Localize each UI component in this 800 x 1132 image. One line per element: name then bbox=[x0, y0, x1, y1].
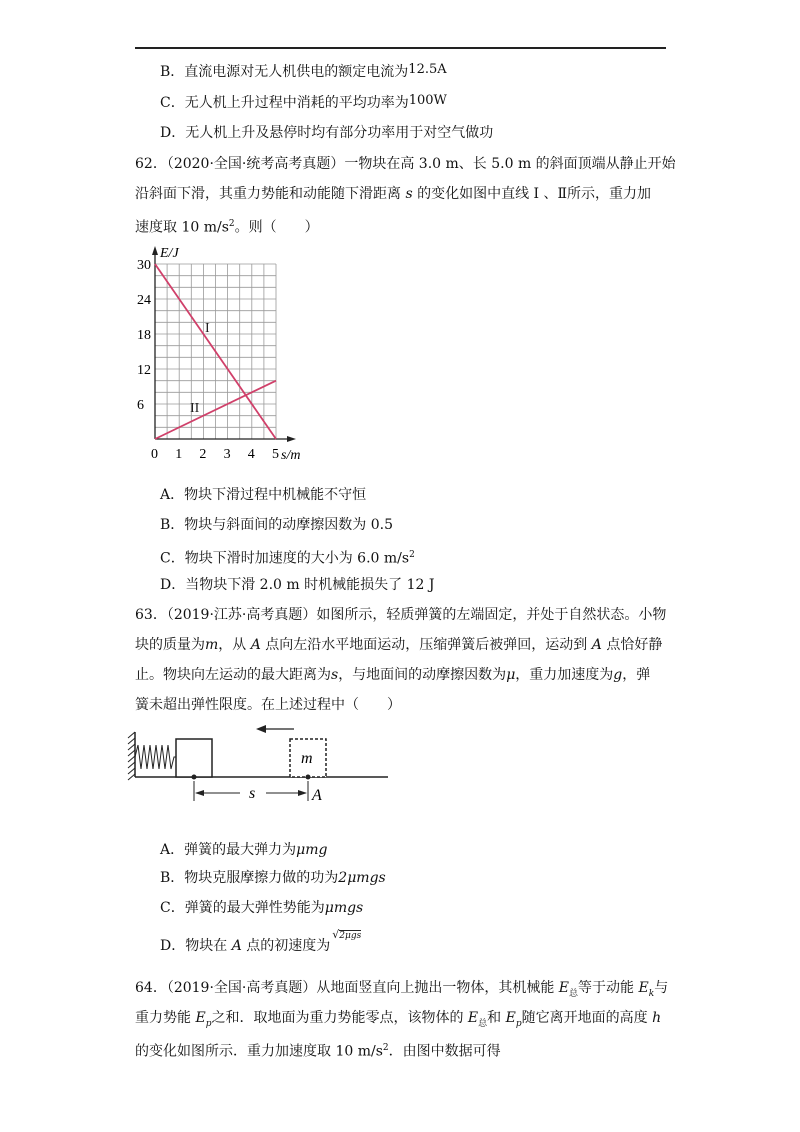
spring-block-diagram bbox=[0, 720, 800, 810]
x-tick-label: 3 bbox=[223, 447, 231, 462]
q63-option-c[interactable]: C．弹簧的最大弹性势能为μmgs bbox=[160, 900, 364, 916]
q61-option-b[interactable]: B．直流电源对无人机供电的额定电流为12.5A bbox=[160, 62, 447, 80]
q61-option-c[interactable]: C．无人机上升过程中消耗的平均功率为100W bbox=[160, 93, 447, 111]
y-axis-label: E/J bbox=[160, 246, 179, 261]
q62-stem-line1: 62．（2020·全国·统考高考真题）一物块在高 3.0 m、长 5.0 m 的斜面顶端从静止开始 bbox=[135, 156, 676, 172]
block-mass-label: m bbox=[301, 750, 313, 767]
distance-label: s bbox=[249, 785, 256, 802]
series-I-label: I bbox=[205, 321, 210, 336]
q62-stem-line3: 速度取 10 $m/s^2$。则（ ） bbox=[135, 219, 319, 236]
q64-stem-line1: 64．（2019·全国·高考真题）从地面竖直向上抛出一物体，其机械能 $E_总$等于动能 $E_k$与 bbox=[135, 980, 669, 999]
q62-stem-line2: 沿斜面下滑，其重力势能和动能随下滑距离 s 的变化如图中直线 Ⅰ 、Ⅱ所示，重力加 bbox=[135, 186, 652, 202]
q63-stem-line1: 63．（2019·江苏·高考真题）如图所示，轻质弹簧的左端固定，并处于自然状态。小物 bbox=[135, 607, 667, 623]
x-tick-label: 5 bbox=[272, 447, 279, 462]
x-tick-label: 2 bbox=[199, 447, 207, 462]
wall-hatching bbox=[128, 732, 135, 780]
q62-option-a[interactable]: A．物块下滑过程中机械能不守恒 bbox=[160, 487, 367, 503]
q63-stem-line3: 止。物块向左运动的最大距离为s，与地面间的动摩擦因数为μ，重力加速度为g，弹 bbox=[135, 667, 651, 683]
y-tick-label: 6 bbox=[137, 398, 144, 413]
x-tick-label: 4 bbox=[247, 447, 255, 462]
q63-option-a[interactable]: A．弹簧的最大弹力为μmg bbox=[160, 842, 328, 858]
q63-stem-line4: 簧未超出弹性限度。在上述过程中（ ） bbox=[135, 697, 401, 713]
velocity-arrowhead bbox=[256, 725, 266, 733]
x-axis-label: s/m bbox=[281, 448, 301, 463]
q64-stem-line2: 重力势能 $E_p$之和．取地面为重力势能零点，该物体的 $E_总$和 $E_p$随它离开地面的高度 h bbox=[135, 1010, 662, 1029]
q61-option-b-value: 12.5A bbox=[408, 62, 447, 77]
x-axis-arrow bbox=[287, 436, 296, 442]
q62-option-d[interactable]: D．当物块下滑 2.0 m 时机械能损失了 12 J bbox=[160, 577, 435, 593]
q63-option-d[interactable]: D．物块在 A 点的初速度为$^{√2\mu gs}$ bbox=[160, 928, 362, 954]
x-tick-label: 1 bbox=[175, 447, 183, 462]
y-tick-label: 24 bbox=[137, 293, 151, 308]
series-II-label: II bbox=[190, 401, 200, 416]
q63-option-b[interactable]: B．物块克服摩擦力做的功为2μmgs bbox=[160, 870, 386, 886]
y-tick-label: 18 bbox=[137, 328, 151, 343]
block-initial-dot bbox=[306, 775, 311, 780]
q64-stem-line3: 的变化如图所示．重力加速度取 10 $m/s^2$．由图中数据可得 bbox=[135, 1043, 501, 1060]
q62-option-c[interactable]: C．物块下滑时加速度的大小为 6.0 $m/s^2$ bbox=[160, 550, 415, 567]
y-tick-label: 30 bbox=[137, 258, 151, 273]
q62-option-b[interactable]: B．物块与斜面间的动摩擦因数为 0.5 bbox=[160, 517, 394, 533]
q61-option-c-value: 100W bbox=[408, 93, 447, 108]
energy-graph bbox=[0, 0, 800, 470]
y-axis-arrow bbox=[152, 246, 158, 255]
point-a-label: A bbox=[312, 787, 322, 804]
q63-stem-line2: 块的质量为m，从 A 点向左沿水平地面运动，压缩弹簧后被弹回，运动到 A 点恰好静 bbox=[135, 637, 663, 653]
block-compressed-dot bbox=[192, 775, 197, 780]
x-tick-label: 0 bbox=[151, 447, 158, 462]
sqrt-expression: √2μgs bbox=[332, 928, 362, 941]
q61-option-d[interactable]: D．无人机上升及悬停时均有部分功率用于对空气做功 bbox=[160, 125, 494, 141]
spring bbox=[135, 745, 176, 769]
y-tick-label: 12 bbox=[137, 363, 151, 378]
block-compressed bbox=[176, 739, 212, 777]
